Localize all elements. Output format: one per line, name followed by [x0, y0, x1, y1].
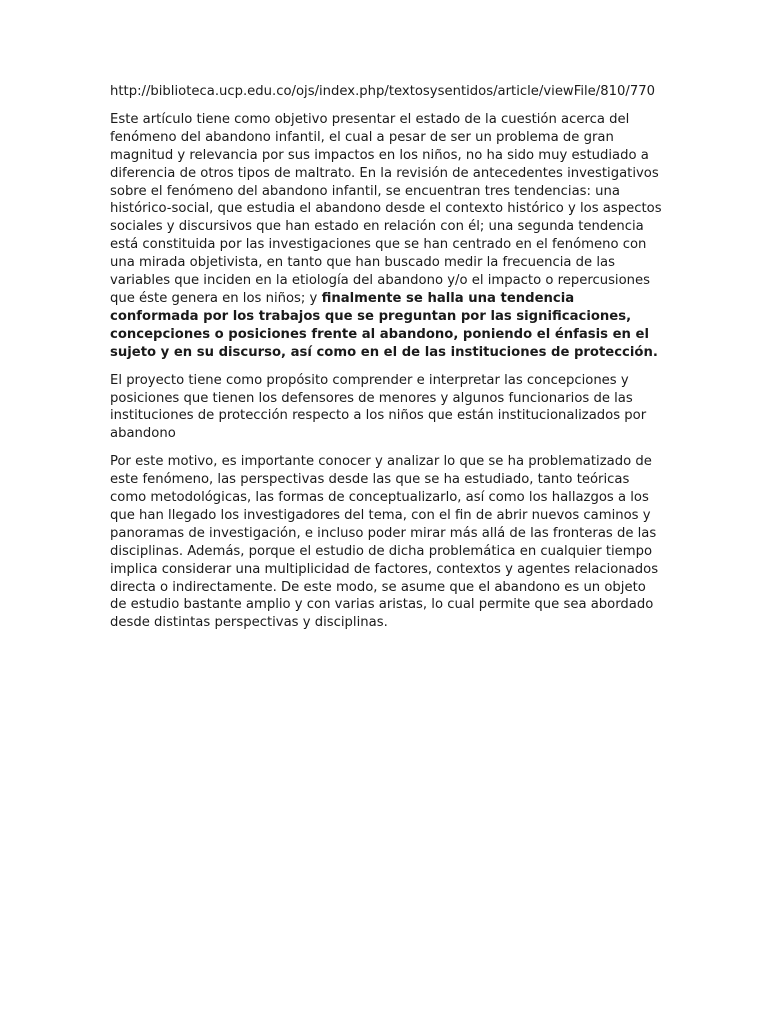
paragraph-motivation: Por este motivo, es importante conocer y analizar lo que se ha problematizado de este fenómeno, las perspectivas desde las que se ha estudiado, tanto teóricas como metodológicas, las formas de conceptualizarlo, así como los hallazgos a los que han llegado los investigadores del tema, con el fin de abrir nuevos caminos y panoramas de investigación, e incluso poder mirar más allá de las fronteras de las disciplinas. Además, porque el estudio de dicha problemática en cualquier tiempo implica considerar una multiplicidad de factores, contextos y agentes relacionados directa o indirectamente. De este modo, se asume que el abandono es un objeto de estudio bastante amplio y con varias aristas, lo cual permite que sea abordado desde distintas perspectivas y disciplinas. — [110, 454, 659, 631]
paragraph-purpose: El proyecto tiene como propósito comprender e interpretar las concepciones y posiciones que tienen los defensores de menores y algunos funcionarios de las instituciones de protección respecto a los niños que están institucionalizados por abandono — [110, 372, 647, 442]
paragraph-abstract-text: Este artículo tiene como objetivo presentar el estado de la cuestión acerca del fenómeno del abandono infantil, el cual a pesar de ser un problema de gran magnitud y relevancia por sus impactos en los niños, no ha sido muy estudiado a diferencia de otros tipos de maltrato. En la revisión de antecedentes investigativos sobre el fenómeno del abandono infantil, se encuentran tres tendencias: una histórico-social, que estudia el abandono desde el contexto histórico y los aspectos sociales y discursivos que han estado en relación con él; una segunda tendencia está constituida por las investigaciones que se han centrado en el fenómeno con una mirada objetivista, en tanto que han buscado medir la frecuencia de las variables que inciden en la etiología del abandono y/o el impacto o repercusiones que éste genera en los niños; y — [110, 111, 662, 306]
source-url: http://biblioteca.ucp.edu.co/ojs/index.php/textosysentidos/article/viewFile/810/770 — [110, 84, 656, 99]
document-page — [110, 83, 666, 642]
paragraph-abstract — [110, 111, 666, 362]
paragraph-abstract-bold-text: finalmente se halla una tendencia conformada por los trabajos que se preguntan por las significaciones, concepciones o posiciones frente al abandono, poniendo el énfasis en el sujeto y en su discurso, así como en el de las instituciones de protección. — [110, 290, 658, 360]
